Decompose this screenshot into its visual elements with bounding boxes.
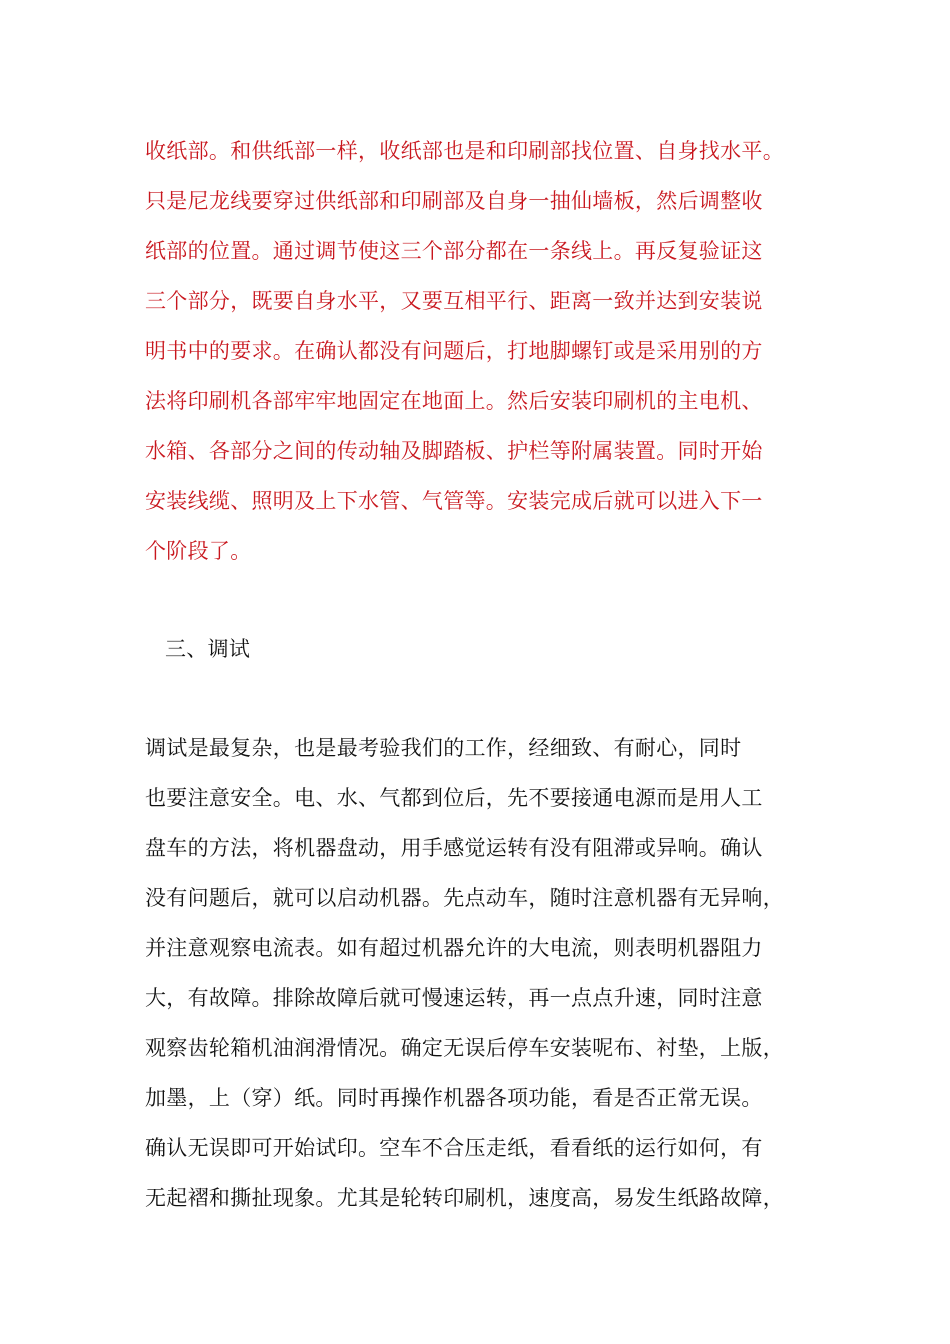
paragraph-debugging (145, 723, 825, 1223)
text-line: 确认无误即可开始试印。空车不合压走纸，看看纸的运行如何，有 (145, 1136, 763, 1160)
text-line: 观察齿轮箱机油润滑情况。确定无误后停车安装呢布、衬垫，上版， (145, 1036, 784, 1060)
text-line: 并注意观察电流表。如有超过机器允许的大电流，则表明机器阻力 (145, 936, 763, 960)
text-line: 三个部分，既要自身水平，又要互相平行、距离一致并达到安装说 (145, 289, 763, 313)
section-heading-text: 三、调试 (165, 637, 251, 661)
text-line: 法将印刷机各部牢牢地固定在地面上。然后安装印刷机的主电机、 (145, 389, 763, 413)
text-line: 明书中的要求。在确认都没有问题后，打地脚螺钉或是采用别的方 (145, 339, 763, 363)
text-line: 纸部的位置。通过调节使这三个部分都在一条线上。再反复验证这 (145, 239, 763, 263)
text-line: 加墨，上（穿）纸。同时再操作机器各项功能，看是否正常无误。 (145, 1086, 763, 1110)
text-line: 也要注意安全。电、水、气都到位后，先不要接通电源而是用人工 (145, 786, 763, 810)
text-line: 没有问题后，就可以启动机器。先点动车，随时注意机器有无异响， (145, 886, 784, 910)
text-line: 调试是最复杂，也是最考验我们的工作，经细致、有耐心，同时 (145, 736, 742, 760)
text-line: 只是尼龙线要穿过供纸部和印刷部及自身一抽仙墙板，然后调整收 (145, 189, 763, 213)
text-line: 无起褶和撕扯现象。尤其是轮转印刷机，速度高，易发生纸路故障， (145, 1186, 784, 1210)
paragraph-installation-delivery (145, 126, 825, 576)
text-line: 大，有故障。排除故障后就可慢速运转，再一点点升速，同时注意 (145, 986, 763, 1010)
section-heading (165, 624, 845, 674)
text-line: 水箱、各部分之间的传动轴及脚踏板、护栏等附属装置。同时开始 (145, 439, 763, 463)
text-line: 个阶段了。 (145, 539, 252, 563)
text-line: 安装线缆、照明及上下水管、气管等。安装完成后就可以进入下一 (145, 489, 763, 513)
text-line: 收纸部。和供纸部一样，收纸部也是和印刷部找位置、自身找水平。 (145, 139, 784, 163)
text-line: 盘车的方法，将机器盘动，用手感觉运转有没有阻滞或异响。确认 (145, 836, 763, 860)
